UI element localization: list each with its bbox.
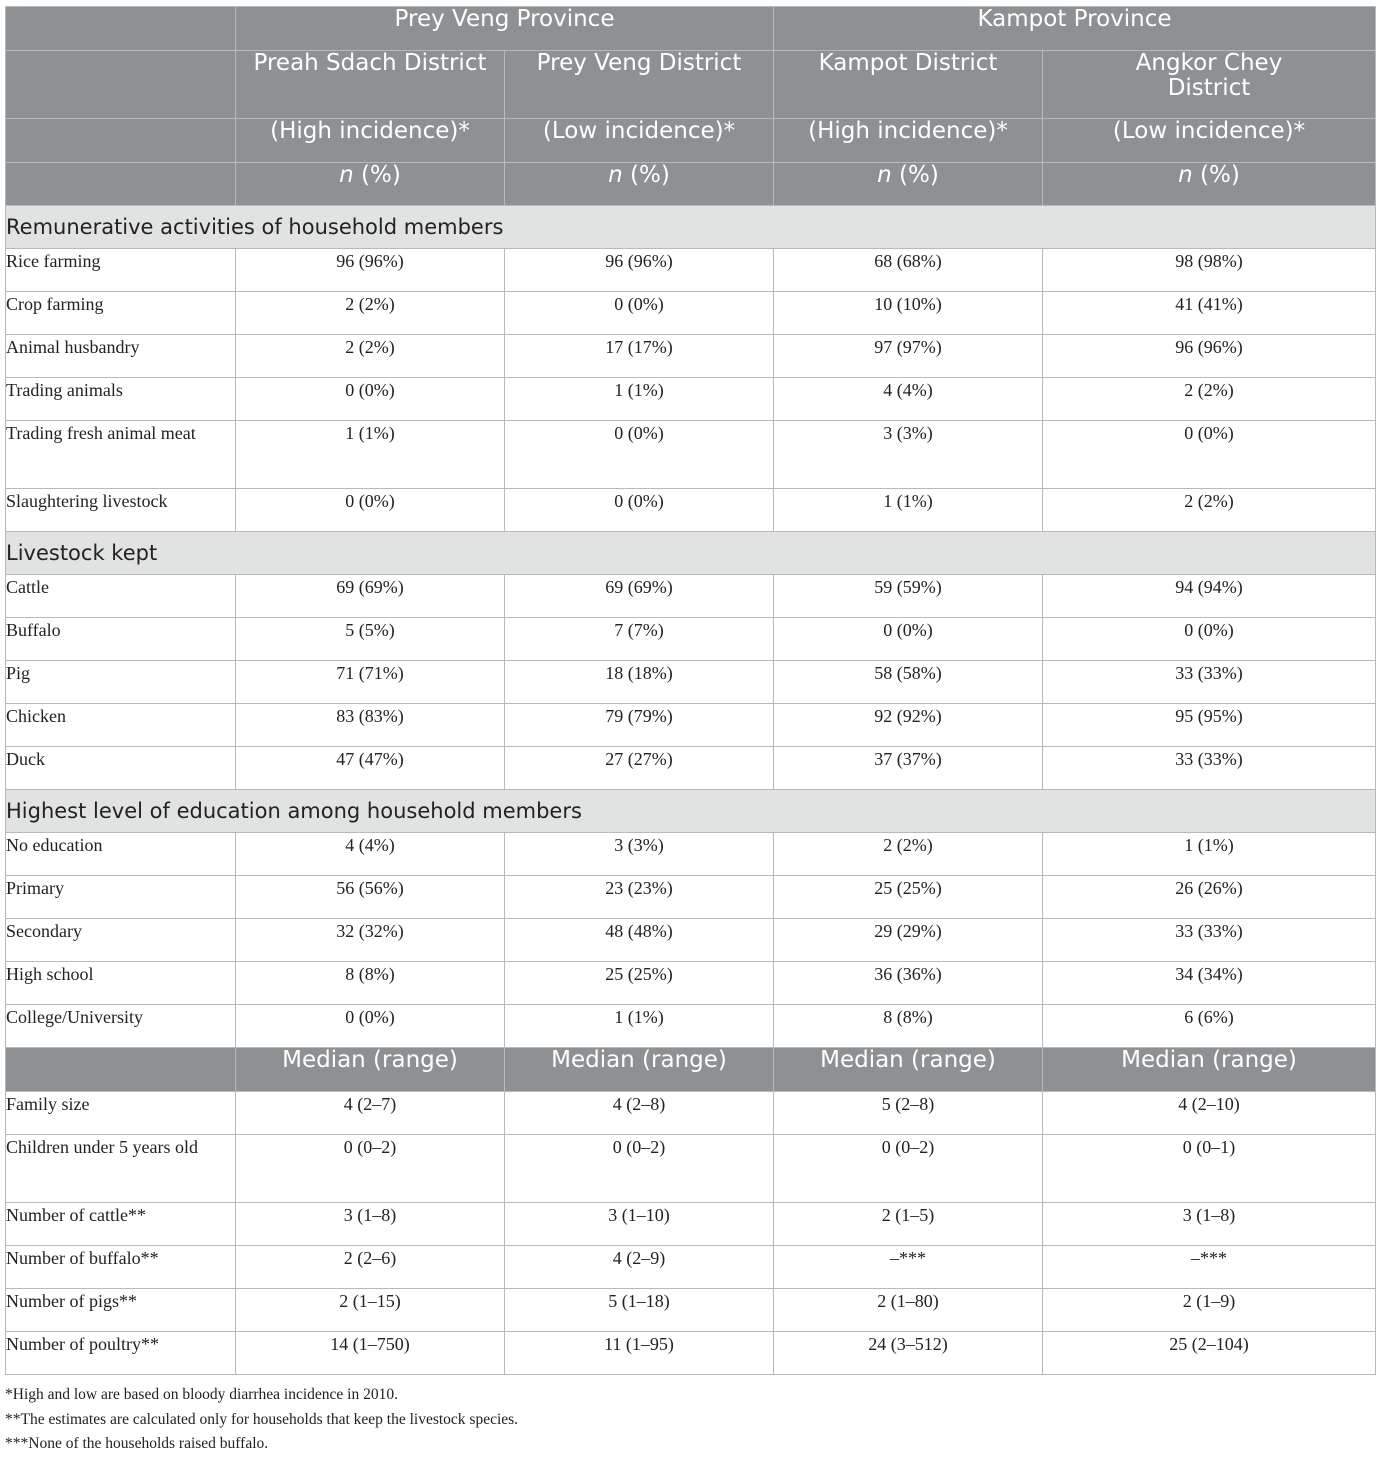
table-cell: 0 (0%) [1043, 618, 1376, 661]
table-row [6, 1092, 1376, 1135]
table-cell: 14 (1–750) [236, 1332, 505, 1375]
table-cell: 0 (0%) [1043, 421, 1376, 489]
unit-header [1043, 163, 1376, 206]
row-label: Buffalo [6, 618, 236, 661]
table-row [6, 292, 1376, 335]
table-cell: 4 (2–10) [1043, 1092, 1376, 1135]
district-header: Kampot District [774, 51, 1043, 119]
row-label: Pig [6, 661, 236, 704]
table-cell: 0 (0%) [236, 489, 505, 532]
unit-n: n [608, 162, 623, 188]
table-cell: 23 (23%) [505, 876, 774, 919]
table-cell: 58 (58%) [774, 661, 1043, 704]
table-cell: 0 (0%) [505, 421, 774, 489]
table-row [6, 489, 1376, 532]
table-row [6, 704, 1376, 747]
table-cell: 10 (10%) [774, 292, 1043, 335]
table-cell: 96 (96%) [236, 249, 505, 292]
table-cell: 97 (97%) [774, 335, 1043, 378]
table-cell: 37 (37%) [774, 747, 1043, 790]
table-cell: 5 (5%) [236, 618, 505, 661]
footnote: *High and low are based on bloody diarrhea incidence in 2010. [5, 1386, 398, 1403]
table-cell: 2 (2%) [236, 335, 505, 378]
table-cell: 4 (2–8) [505, 1092, 774, 1135]
table-row [6, 1203, 1376, 1246]
table-cell: 36 (36%) [774, 962, 1043, 1005]
table-cell: 7 (7%) [505, 618, 774, 661]
row-label: Number of buffalo** [6, 1246, 236, 1289]
household-characteristics-table [5, 6, 1376, 1375]
median-header: Median (range) [236, 1048, 505, 1092]
table-cell: 4 (4%) [774, 378, 1043, 421]
table-cell: 3 (1–10) [505, 1203, 774, 1246]
table-cell: 3 (3%) [774, 421, 1043, 489]
unit-n: n [1178, 162, 1193, 188]
header-corner-cell [6, 163, 236, 206]
table-row [6, 747, 1376, 790]
table-row [6, 661, 1376, 704]
median-header-row [6, 1048, 1376, 1092]
header-corner-cell [6, 119, 236, 163]
table-row [6, 919, 1376, 962]
median-header: Median (range) [774, 1048, 1043, 1092]
district-header: Angkor Chey District [1043, 51, 1376, 119]
table-cell: 34 (34%) [1043, 962, 1376, 1005]
unit-header [774, 163, 1043, 206]
table-cell: 0 (0%) [505, 489, 774, 532]
table-cell: 25 (2–104) [1043, 1332, 1376, 1375]
row-label: No education [6, 833, 236, 876]
row-label: Secondary [6, 919, 236, 962]
table-cell: 3 (1–8) [1043, 1203, 1376, 1246]
table-cell: 33 (33%) [1043, 919, 1376, 962]
table-row [6, 1246, 1376, 1289]
table-cell: 27 (27%) [505, 747, 774, 790]
province-header-row [6, 7, 1376, 51]
table-cell: 0 (0%) [236, 378, 505, 421]
unit-n: n [877, 162, 892, 188]
table-row [6, 618, 1376, 661]
table-cell: 79 (79%) [505, 704, 774, 747]
table-cell: 3 (1–8) [236, 1203, 505, 1246]
table-cell: 2 (1–9) [1043, 1289, 1376, 1332]
table-cell: 6 (6%) [1043, 1005, 1376, 1048]
footnote: **The estimates are calculated only for households that keep the livestock species. [5, 1410, 519, 1428]
table-cell: 1 (1%) [1043, 833, 1376, 876]
table-cell: 2 (1–5) [774, 1203, 1043, 1246]
table-cell: 29 (29%) [774, 919, 1043, 962]
table-cell: 92 (92%) [774, 704, 1043, 747]
table-cell: 25 (25%) [774, 876, 1043, 919]
table-row [6, 335, 1376, 378]
table-cell: 2 (2%) [1043, 489, 1376, 532]
row-label: Slaughtering livestock [6, 489, 236, 532]
table-cell: 5 (2–8) [774, 1092, 1043, 1135]
table-cell: 95 (95%) [1043, 704, 1376, 747]
median-header: Median (range) [1043, 1048, 1376, 1092]
table-row [6, 378, 1376, 421]
table-cell: 24 (3–512) [774, 1332, 1043, 1375]
table-row [6, 962, 1376, 1005]
table-cell: 0 (0–1) [1043, 1135, 1376, 1203]
unit-pct: (%) [1192, 162, 1240, 188]
incidence-header: (Low incidence)* [1043, 119, 1376, 163]
table-cell: 1 (1%) [505, 378, 774, 421]
table-cell: 98 (98%) [1043, 249, 1376, 292]
table-cell: 69 (69%) [505, 575, 774, 618]
table-cell: 11 (1–95) [505, 1332, 774, 1375]
unit-pct: (%) [891, 162, 939, 188]
table-cell: 2 (2%) [236, 292, 505, 335]
footnotes [5, 1383, 518, 1457]
table-cell: 0 (0–2) [505, 1135, 774, 1203]
table-cell: 2 (1–80) [774, 1289, 1043, 1332]
row-label: Number of cattle** [6, 1203, 236, 1246]
province-header: Kampot Province [774, 7, 1376, 51]
table-cell: 0 (0%) [505, 292, 774, 335]
table-cell: 69 (69%) [236, 575, 505, 618]
section-title: Remunerative activities of household members [6, 206, 1376, 249]
table-cell: 59 (59%) [774, 575, 1043, 618]
row-label: Chicken [6, 704, 236, 747]
table-cell: –*** [774, 1246, 1043, 1289]
table-cell: 17 (17%) [505, 335, 774, 378]
table-row [6, 833, 1376, 876]
table-row [6, 575, 1376, 618]
section-header-row [6, 206, 1376, 249]
row-label: Crop farming [6, 292, 236, 335]
table-body [6, 7, 1376, 1375]
row-label: College/University [6, 1005, 236, 1048]
unit-header-row [6, 163, 1376, 206]
table-cell: 4 (2–7) [236, 1092, 505, 1135]
table-cell: 2 (2%) [1043, 378, 1376, 421]
table-cell: 33 (33%) [1043, 661, 1376, 704]
unit-header [505, 163, 774, 206]
table-cell: 1 (1%) [236, 421, 505, 489]
row-label: Cattle [6, 575, 236, 618]
table-cell: 25 (25%) [505, 962, 774, 1005]
unit-pct: (%) [353, 162, 401, 188]
row-label: Number of poultry** [6, 1332, 236, 1375]
row-label: Trading fresh animal meat [6, 421, 236, 489]
table-row [6, 249, 1376, 292]
table-cell: 96 (96%) [505, 249, 774, 292]
table-cell: 18 (18%) [505, 661, 774, 704]
row-label: Trading animals [6, 378, 236, 421]
row-label: Family size [6, 1092, 236, 1135]
section-title: Livestock kept [6, 532, 1376, 575]
district-header: Preah Sdach District [236, 51, 505, 119]
table-cell: 26 (26%) [1043, 876, 1376, 919]
row-label: Primary [6, 876, 236, 919]
table-row [6, 1005, 1376, 1048]
table-cell: 8 (8%) [236, 962, 505, 1005]
table-cell: 0 (0–2) [236, 1135, 505, 1203]
unit-n: n [339, 162, 354, 188]
incidence-header: (Low incidence)* [505, 119, 774, 163]
row-label: High school [6, 962, 236, 1005]
table-cell: 0 (0%) [774, 618, 1043, 661]
table-row [6, 1289, 1376, 1332]
incidence-header-row [6, 119, 1376, 163]
table-cell: 71 (71%) [236, 661, 505, 704]
table-cell: 33 (33%) [1043, 747, 1376, 790]
unit-pct: (%) [622, 162, 670, 188]
table-cell: 5 (1–18) [505, 1289, 774, 1332]
table-cell: –*** [1043, 1246, 1376, 1289]
table-cell: 47 (47%) [236, 747, 505, 790]
table-cell: 3 (3%) [505, 833, 774, 876]
table-row [6, 1332, 1376, 1375]
row-label: Children under 5 years old [6, 1135, 236, 1203]
district-header-row [6, 51, 1376, 119]
table-cell: 8 (8%) [774, 1005, 1043, 1048]
table-cell: 94 (94%) [1043, 575, 1376, 618]
table-cell: 4 (2–9) [505, 1246, 774, 1289]
unit-header [236, 163, 505, 206]
table-cell: 1 (1%) [505, 1005, 774, 1048]
header-corner-cell [6, 1048, 236, 1092]
table-cell: 83 (83%) [236, 704, 505, 747]
median-header: Median (range) [505, 1048, 774, 1092]
table-row [6, 1135, 1376, 1203]
section-title: Highest level of education among household members [6, 790, 1376, 833]
table-cell: 96 (96%) [1043, 335, 1376, 378]
header-corner-cell [6, 51, 236, 119]
row-label: Rice farming [6, 249, 236, 292]
table-cell: 48 (48%) [505, 919, 774, 962]
table-cell: 32 (32%) [236, 919, 505, 962]
header-corner-cell [6, 7, 236, 51]
table-cell: 41 (41%) [1043, 292, 1376, 335]
table-cell: 2 (1–15) [236, 1289, 505, 1332]
section-header-row [6, 790, 1376, 833]
table-cell: 68 (68%) [774, 249, 1043, 292]
row-label: Duck [6, 747, 236, 790]
row-label: Animal husbandry [6, 335, 236, 378]
table-cell: 2 (2%) [774, 833, 1043, 876]
table-cell: 0 (0–2) [774, 1135, 1043, 1203]
table-cell: 1 (1%) [774, 489, 1043, 532]
footnote: ***None of the households raised buffalo. [5, 1435, 269, 1452]
table-row [6, 876, 1376, 919]
table-cell: 4 (4%) [236, 833, 505, 876]
section-header-row [6, 532, 1376, 575]
province-header: Prey Veng Province [236, 7, 774, 51]
row-label: Number of pigs** [6, 1289, 236, 1332]
district-header: Prey Veng District [505, 51, 774, 119]
table-cell: 0 (0%) [236, 1005, 505, 1048]
incidence-header: (High incidence)* [236, 119, 505, 163]
incidence-header: (High incidence)* [774, 119, 1043, 163]
table-cell: 2 (2–6) [236, 1246, 505, 1289]
table-row [6, 421, 1376, 489]
table-cell: 56 (56%) [236, 876, 505, 919]
